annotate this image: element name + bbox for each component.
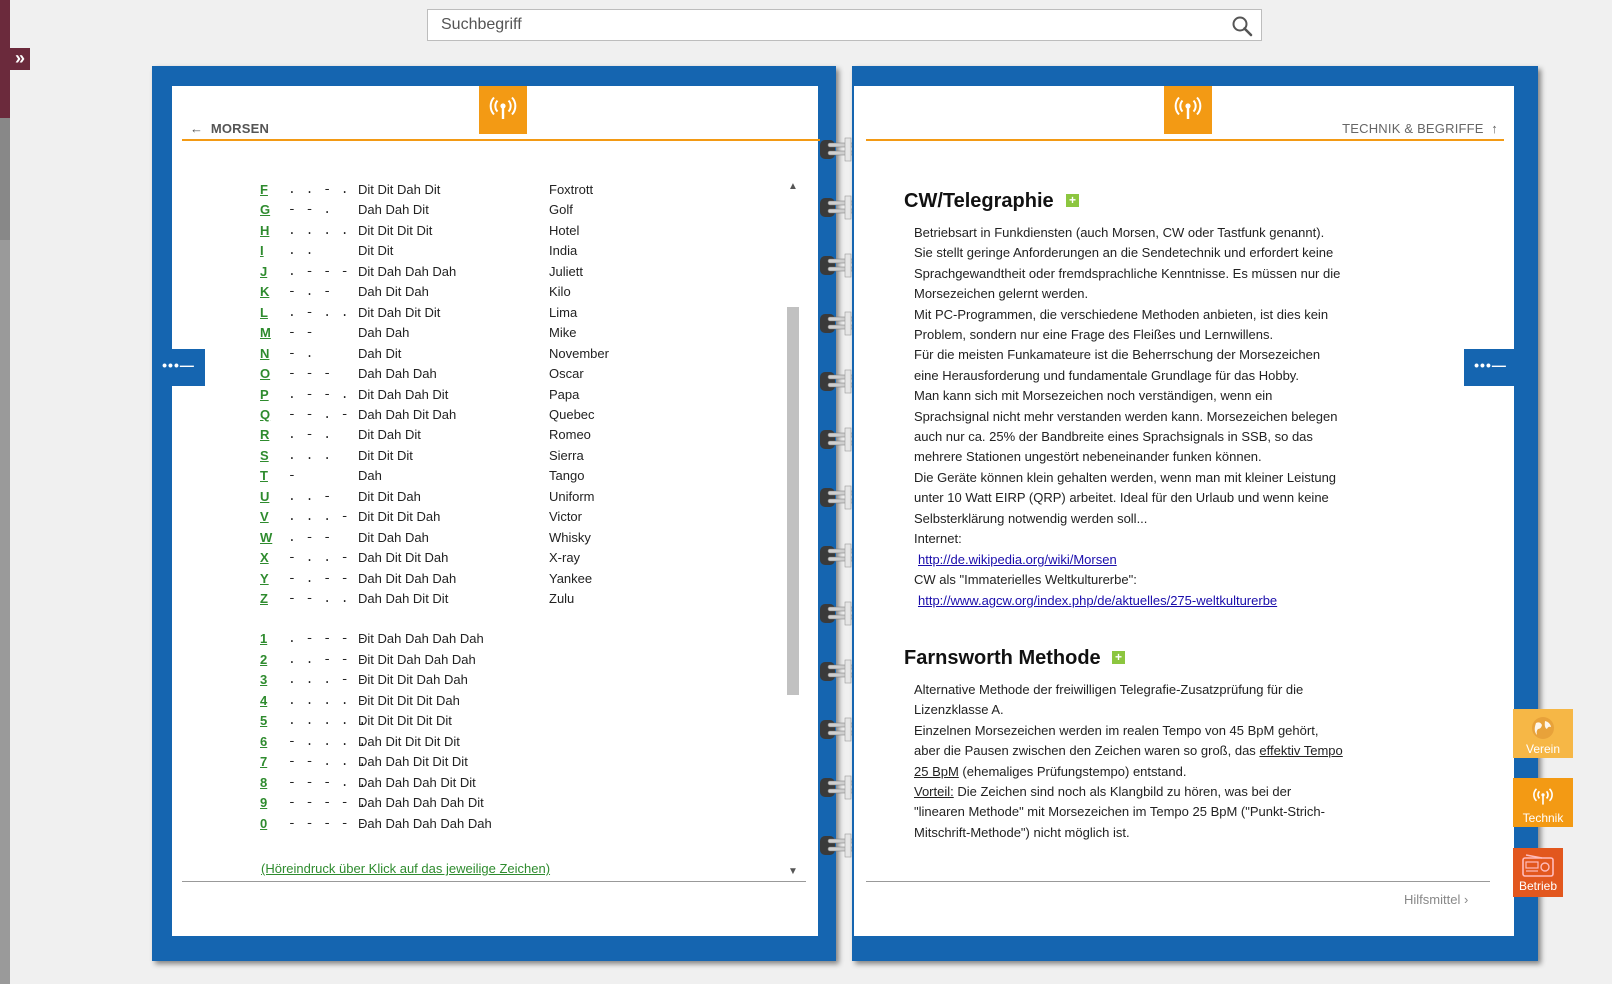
scrollbar[interactable] (786, 181, 800, 881)
nato-name: Lima (549, 304, 578, 320)
morse-char-link[interactable]: 4 (260, 692, 268, 708)
nato-name: Kilo (549, 284, 571, 300)
nato-name: Uniform (549, 488, 595, 504)
text-line: eine Herausforderung und fundamentale Grundlage für das Hobby. (914, 367, 1299, 383)
header-divider (866, 139, 1504, 141)
nato-name: Sierra (549, 447, 584, 463)
morse-code: - - (288, 325, 315, 341)
text-line: Sprachgewandtheit oder fremdsprachliche Kenntnisse. Es müssen nur die (914, 265, 1341, 281)
text-line: Internet: (914, 531, 962, 547)
text-line: Selbsterklärung notwendig werden soll... (914, 510, 1148, 526)
morse-spoken: Dah Dah (358, 325, 410, 341)
morse-spoken: Dit Dit (358, 243, 394, 259)
morse-code: - (288, 468, 297, 484)
expand-plus-icon[interactable]: + (1066, 194, 1079, 207)
hilfsmittel-link[interactable]: Hilfsmittel › (1404, 892, 1469, 907)
globe-icon (1530, 715, 1556, 741)
morse-code: . - - . (288, 386, 350, 402)
morse-char-link[interactable]: W (260, 529, 273, 545)
morse-char-link[interactable]: 1 (260, 631, 268, 647)
text-line: Mitschrift-Methode") nicht möglich ist. (914, 824, 1130, 840)
morse-char-link[interactable]: R (260, 427, 270, 443)
morse-spoken: Dit Dit Dit Dah (358, 509, 441, 525)
morse-char-link[interactable]: Y (260, 570, 269, 586)
radio-icon (1522, 854, 1554, 878)
text-line: Sprachsignal nicht mehr verstanden werden kann. Morsezeichen belegen (914, 408, 1338, 424)
morse-char-link[interactable]: 5 (260, 713, 268, 729)
morse-spoken: Dah Dah Dit Dit Dit (358, 754, 468, 770)
morse-code: . . . . - (288, 692, 368, 708)
scroll-up-arrow-icon[interactable]: ▲ (788, 181, 798, 192)
nato-name: Zulu (549, 591, 575, 606)
agcw-link[interactable]: http://www.agcw.org/index.php/de/aktuelles/275-weltkulturerbe (918, 592, 1278, 608)
morse-char-link[interactable]: 6 (260, 733, 268, 749)
footer-divider (866, 881, 1490, 882)
morse-code: . . . . . (288, 713, 368, 729)
morse-spoken: Dah Dit (358, 345, 402, 361)
morse-code: . . - (288, 488, 333, 504)
arrow-up-icon: ↑ (1491, 121, 1498, 136)
section-text-farnsworth (914, 680, 1354, 843)
morse-spoken: Dit Dit Dit (358, 447, 413, 463)
nato-name: India (549, 243, 578, 259)
up-link[interactable] (1342, 121, 1498, 136)
morse-spoken: Dah Dah Dit Dah (358, 406, 457, 422)
morse-spoken: Dit Dah Dah Dah Dah (358, 631, 484, 647)
betrieb-label: Betrieb (1518, 879, 1558, 893)
underlined-term: effektiv Tempo (1259, 743, 1343, 759)
morse-code: . - - (288, 529, 333, 545)
morse-char-link[interactable]: V (260, 509, 269, 525)
nato-name: Foxtrott (549, 182, 594, 197)
section-links-cw (914, 550, 1354, 611)
right-notebook-page (852, 66, 1538, 961)
text-line: Einzelnen Morsezeichen werden im realen Tempo von 45 BpM gehört, (914, 722, 1319, 738)
nato-name: Quebec (549, 406, 595, 422)
text-line: Betriebsart in Funkdiensten (auch Morsen, CW oder Tastfunk genannt). (914, 225, 1325, 240)
back-link[interactable] (190, 121, 269, 136)
morse-char-link[interactable]: T (260, 468, 268, 484)
search-box (427, 9, 1262, 41)
nato-name: Mike (549, 325, 577, 341)
morse-spoken: Dah Dit Dah Dah (358, 570, 457, 586)
morse-char-link[interactable]: 3 (260, 672, 268, 688)
morse-char-link[interactable]: F (260, 182, 268, 197)
scrollbar-thumb[interactable] (787, 307, 799, 695)
morse-spoken: Dit Dah Dah Dah (358, 263, 457, 279)
text-fragment: aber die Pausen zwischen den Zeichen waren so groß, das (914, 743, 1260, 759)
morse-char-link[interactable]: J (260, 263, 268, 279)
morse-char-link[interactable]: N (260, 345, 270, 361)
morse-spoken: Dah Dah Dit (358, 202, 429, 218)
nato-name: X-ray (549, 550, 581, 566)
morse-code: . - . (288, 427, 333, 443)
morse-char-link[interactable]: O (260, 366, 271, 382)
footer-divider (182, 881, 806, 882)
morse-code: - - - . . (288, 774, 368, 790)
morse-char-link[interactable]: 2 (260, 651, 268, 667)
morse-code: - . . . . (288, 733, 368, 749)
morse-spoken: Dit Dah Dah Dit (358, 386, 449, 402)
morse-spoken: Dah Dah Dah Dah Dit (358, 795, 484, 811)
wikipedia-link[interactable]: http://de.wikipedia.org/wiki/Morsen (918, 552, 1117, 567)
morse-char-link[interactable]: I (260, 243, 264, 259)
expand-sidebar-button[interactable]: » (10, 48, 30, 70)
morse-code: . . - - - (288, 651, 368, 667)
morse-char-link[interactable]: M (260, 325, 271, 341)
technik-label: Technik (1522, 811, 1564, 825)
morse-spoken: Dah Dit Dit Dah (358, 550, 449, 566)
text-line (914, 762, 1354, 782)
text-line: auch nur ca. 25% der Bandbreite eines Sprachsignals in SSB, so das (914, 429, 1313, 445)
morse-char-link[interactable]: U (260, 488, 270, 504)
text-line: Sie stellt geringe Anforderungen an die Sendetechnik und erfordert keine (914, 245, 1334, 261)
text-line: Problem, sondern nur eine Frage des Fleißes und Lernwillens. (914, 327, 1274, 343)
morse-char-link[interactable]: X (260, 550, 269, 566)
morse-code: - - - (288, 366, 333, 382)
antenna-icon (1530, 784, 1556, 810)
scroll-down-arrow-icon[interactable]: ▼ (788, 866, 798, 877)
morse-code: - - . - (288, 406, 350, 422)
morse-code: . . - . (288, 182, 350, 197)
morse-spoken: Dah Dah Dah Dit Dit (358, 774, 476, 790)
morse-spoken: Dah Dit Dit Dit Dit (358, 733, 460, 749)
morse-char-link[interactable]: S (260, 447, 269, 463)
nato-name: Yankee (549, 570, 593, 586)
text-line: Alternative Methode der freiwilligen Telegrafie-Zusatzprüfung für die (914, 682, 1304, 697)
morse-char-link[interactable]: Q (260, 406, 271, 422)
morse-code: . - - - - (288, 631, 368, 647)
morse-char-link[interactable]: 7 (260, 754, 268, 770)
nato-name: Golf (549, 202, 573, 218)
arrow-left-icon: ← (190, 121, 204, 136)
morse-code: - . (288, 345, 315, 361)
morse-spoken: Dit Dit Dit Dit Dah (358, 692, 460, 708)
text-line: mehrere Stationen ungestört nebeneinander funken können. (914, 449, 1262, 465)
section-title-farnsworth: Farnsworth Methode (904, 647, 1101, 669)
back-link-label: MORSEN (210, 121, 270, 136)
verein-label: Verein (1525, 742, 1561, 756)
text-line: "linearen Methode" mit Morsezeichen im Tempo 25 BpM ("Punkt-Strich- (914, 804, 1325, 820)
left-sidebar-strip (0, 0, 10, 984)
right-page-sheet (854, 86, 1514, 936)
morse-char-link[interactable]: 8 (260, 774, 268, 790)
nato-name: Juliett (549, 263, 583, 279)
morse-code: - - . . (288, 591, 350, 606)
morse-char-link[interactable]: G (260, 202, 271, 218)
header-divider (182, 139, 820, 141)
text-fragment: (ehemaliges Prüfungstempo) entstand. (958, 763, 1187, 779)
left-notebook-page (152, 66, 836, 961)
morse-spoken: Dah Dah Dah (358, 366, 437, 382)
text-line (914, 782, 1354, 802)
morse-spoken: Dit Dit Dit Dah Dah (358, 672, 468, 688)
morse-char-link[interactable]: L (260, 304, 268, 320)
morse-spoken: Dit Dah Dit (358, 427, 421, 443)
text-line (914, 741, 1354, 761)
morse-code: . . . - (288, 509, 350, 525)
morse-code: . - . . (288, 304, 350, 320)
up-link-label: TECHNIK & BEGRIFFE (1342, 121, 1484, 136)
morse-spoken: Dit Dit Dit Dit Dit (358, 713, 452, 729)
morse-char-link[interactable]: K (260, 284, 270, 300)
nato-name: Whisky (549, 529, 591, 545)
morse-spoken: Dit Dit Dah Dah Dah (358, 651, 476, 667)
search-input[interactable] (428, 10, 1218, 40)
morse-spoken: Dah Dit Dah (358, 284, 429, 300)
morse-code: - - - - . (288, 795, 368, 811)
text-line: Für die meisten Funkamateure ist die Beherrschung der Morsezeichen (914, 347, 1321, 363)
morse-spoken: Dit Dah Dit Dit (358, 304, 441, 320)
search-icon[interactable] (1231, 15, 1253, 37)
morse-spoken: Dah Dah Dah Dah Dah (358, 815, 492, 831)
nato-name: Romeo (549, 427, 591, 443)
morse-code: - . . - (288, 550, 350, 566)
link-label: CW als "Immaterielles Weltkulturerbe": (914, 572, 1137, 588)
morse-code: . - - - (288, 263, 350, 279)
nato-name: Oscar (549, 366, 584, 382)
morse-code: - . - (288, 284, 333, 300)
morse-spoken: Dit Dit Dah Dit (358, 182, 441, 197)
morse-char-link[interactable]: H (260, 222, 270, 238)
section-text-cw (914, 223, 1354, 550)
section-title-cw: CW/Telegraphie (904, 190, 1054, 212)
text-line: Lizenzklasse A. (914, 702, 1004, 718)
text-line: Man kann sich mit Morsezeichen noch verständigen, wenn ein (914, 388, 1273, 404)
morse-code: . . (288, 243, 315, 259)
morse-code: . . . - - (288, 672, 368, 688)
verein-button[interactable] (1513, 709, 1573, 758)
morse-code: - - . (288, 202, 333, 218)
morse-char-link[interactable]: Z (260, 591, 268, 606)
nato-name: Papa (549, 386, 580, 402)
morse-char-link[interactable]: 9 (260, 795, 268, 811)
sidebar-brand-block (0, 0, 10, 118)
left-page-tab[interactable]: •••— (152, 349, 205, 386)
antenna-badge (479, 86, 527, 134)
text-line: Mit PC-Programmen, die verschiedene Methoden anbieten, ist dies kein (914, 306, 1329, 322)
nato-name: November (549, 345, 609, 361)
expand-plus-icon[interactable]: + (1112, 651, 1125, 664)
text-fragment: Die Zeichen sind noch als Klangbild zu hören, was bei der (953, 784, 1292, 800)
morse-code: . . . (288, 447, 333, 463)
morse-code: - . - - (288, 570, 350, 586)
audio-hint-link[interactable]: (Höreindruck über Klick auf das jeweilige Zeichen) (261, 861, 551, 876)
underlined-term: Vorteil: (914, 784, 954, 800)
antenna-icon (479, 86, 527, 134)
morse-char-link[interactable]: P (260, 386, 269, 402)
morse-spoken: Dah (358, 468, 382, 484)
sidebar-mid-block (0, 118, 10, 240)
nato-name: Hotel (549, 222, 580, 238)
technik-button[interactable] (1513, 778, 1573, 827)
morse-code: - - . . . (288, 754, 368, 770)
morse-char-link[interactable]: 0 (260, 815, 268, 831)
right-page-tab[interactable]: •••— (1464, 349, 1517, 386)
antenna-icon (1164, 86, 1212, 134)
morse-spoken: Dit Dit Dit Dit (358, 222, 433, 238)
nato-name: Tango (549, 468, 585, 484)
text-line: unter 10 Watt EIRP (QRP) arbeitet. Ideal für den Urlaub und wenn keine (914, 490, 1329, 506)
morse-code: . . . . (288, 222, 350, 238)
morse-spoken: Dit Dit Dah (358, 488, 421, 504)
nato-name: Victor (549, 509, 582, 525)
morse-spoken: Dah Dah Dit Dit (358, 591, 449, 606)
underlined-term: 25 BpM (914, 763, 959, 779)
text-line: Morsezeichen gelernt werden. (914, 286, 1089, 302)
morse-code: - - - - - (288, 815, 368, 831)
betrieb-button[interactable] (1513, 848, 1563, 897)
morse-spoken: Dit Dah Dah (358, 529, 429, 545)
antenna-badge (1164, 86, 1212, 134)
left-page-sheet (172, 86, 818, 936)
text-line: Die Geräte können klein gehalten werden, wenn man mit kleiner Leistung (914, 469, 1337, 485)
